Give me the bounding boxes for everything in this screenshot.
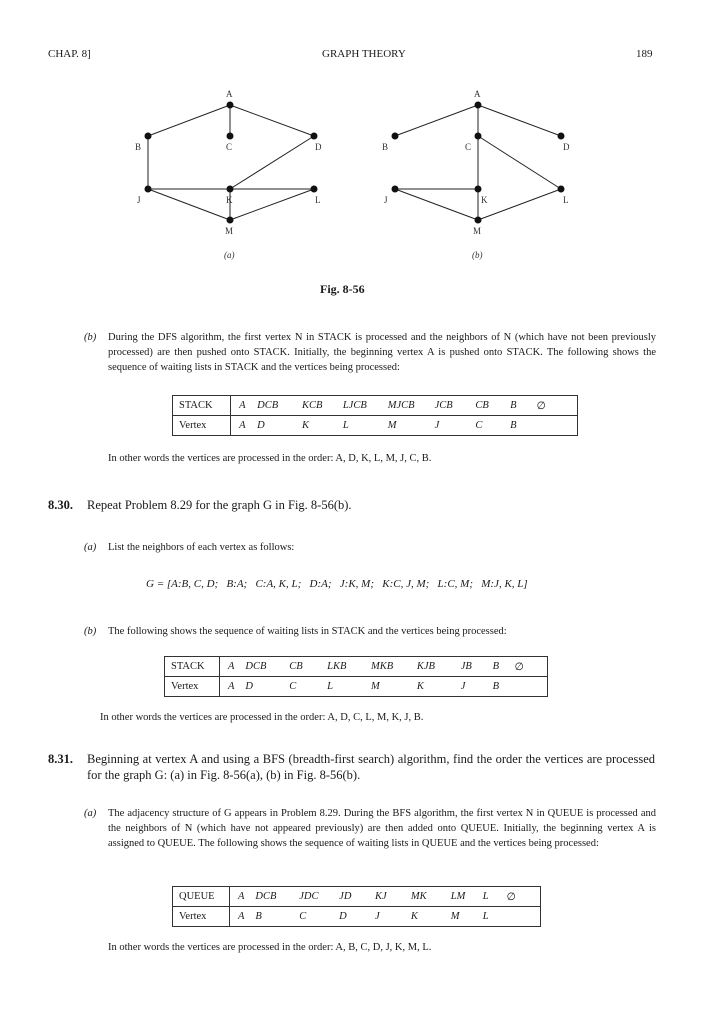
label-a-C: C [226,142,233,152]
p831-number: 8.31. [48,752,73,766]
neighbor-list-G: G = [A:B, C, D; B:A; C:A, K, L; D:A; J:K, M; K:C, J, M; L:C, M; M:J, K, L] [146,578,528,590]
table-cell: DCB [257,396,302,416]
table-cell: K [410,911,418,922]
label-b-K: K [481,195,488,205]
table-cell: CB [475,396,510,416]
table-cell: JD [339,887,375,907]
p830b-label: (b) [84,626,97,637]
vertex-b-K [475,186,482,193]
edge-b-JM [395,189,478,220]
label-b-A: A [474,89,481,99]
edge-b-AB [395,105,478,136]
running-head-title: GRAPH THEORY [322,48,406,60]
table-cell: LJCB [343,396,388,416]
vertex-b-B [392,133,399,140]
table-cell: D [245,681,253,692]
table-header-vertex: Vertex [173,416,231,436]
p831a-queue-table [172,886,541,927]
table-cell: MKB [371,657,417,677]
p830-summary: In other words the vertices are processed in the order: A, D, C, L, M, K, J, B. [100,712,424,723]
table-cell: B [492,681,500,692]
table-cell: A [227,681,235,692]
table-cell: DCB [245,657,289,677]
table-header-stack: STACK [165,657,220,677]
table-cell: A [239,420,246,431]
table-cell: DCB [255,887,299,907]
edge-a-AD [230,105,314,136]
p830b-text: The following shows the sequence of waiting lists in STACK and the vertices being processed: [108,626,507,637]
edge-a-LM [230,189,314,220]
table-cell: C [289,681,297,692]
label-a-D: D [315,142,322,152]
p830a-text: List the neighbors of each vertex as follows: [108,542,295,553]
running-head-chapter: CHAP. 8] [48,48,91,60]
table-cell: A [229,887,255,907]
vertex-a-M [227,217,234,224]
vertex-b-L [558,186,565,193]
figure-8-56 [0,0,703,300]
figure-caption: Fig. 8-56 [320,282,365,296]
table-cell: JCB [435,396,476,416]
vertex-a-D [311,133,318,140]
vertex-a-B [145,133,152,140]
table-cell: JDC [299,887,339,907]
table-header-vertex: Vertex [165,677,220,697]
p830b-stack-table [164,656,548,697]
vertex-a-J [145,186,152,193]
p829b-summary: In other words the vertices are processed in the order: A, D, K, L, M, J, C, B. [108,453,432,464]
label-a-J: J [137,195,141,205]
table-cell: L [327,681,333,692]
label-b-J: J [384,195,388,205]
table-cell: B [510,396,537,416]
table-cell-empty-set: ∅ [515,657,548,677]
p829b-text: During the DFS algorithm, the first vertex N in STACK is processed and the neighbors of N (which have not been previously processed) are then pushed onto STACK. Initially, the beginning vertex A is pushed onto STACK. The following shows the sequence of waiting lists in STACK and the vertices being processed: [108,332,656,373]
edge-a-JM [148,189,230,220]
vertex-a-L [311,186,318,193]
page-number: 189 [636,48,653,60]
table-cell: KCB [302,396,343,416]
label-b-D: D [563,142,570,152]
table-cell [515,677,548,697]
table-cell: A [237,911,245,922]
label-b-L: L [563,195,569,205]
table-cell: B [493,657,515,677]
vertex-a-C [227,133,234,140]
table-header-queue: QUEUE [173,887,230,907]
table-cell: MK [411,887,451,907]
label-a-B: B [135,142,142,152]
table-cell-empty-set: ∅ [507,887,541,907]
edge-a-AB [148,105,230,136]
label-b-M: M [473,226,482,236]
table-cell: KJB [417,657,461,677]
table-cell: M [371,681,380,692]
sublabel-b: (b) [472,250,483,260]
vertex-b-A [475,102,482,109]
vertex-a-K [227,186,234,193]
p831a-text: The adjacency structure of G appears in Problem 8.29. During the BFS algorithm, the first vertex N in QUEUE is processed and the neighbors of N (which have not appeared previously) are then added onto QUEUE. Initially, the beginning vertex A is assigned to QUEUE. The following shows the sequence of waiting lists in QUEUE and the vertices being processed: [108,808,656,849]
sublabel-a: (a) [224,250,235,260]
graph-a-vertices [145,102,318,224]
table-cell: LM [451,887,483,907]
vertex-b-D [558,133,565,140]
p830a-label: (a) [84,542,97,553]
vertex-b-M [475,217,482,224]
table-header-vertex: Vertex [173,907,230,927]
table-cell: MJCB [388,396,435,416]
vertex-b-J [392,186,399,193]
table-cell [507,907,541,927]
p829b-paragraph [84,330,656,375]
table-header-stack: STACK [173,396,231,416]
p829b-label: (b) [84,332,97,343]
table-cell: D [257,420,265,431]
p831-summary: In other words the vertices are processed in the order: A, B, C, D, J, K, M, L. [108,942,432,953]
table-cell: CB [289,657,327,677]
graph-b [395,105,561,220]
table-cell: B [255,911,262,922]
label-a-L: L [315,195,321,205]
vertex-b-C [475,133,482,140]
p831a-label: (a) [84,808,97,819]
table-cell: M [450,911,460,922]
table-cell: D [339,911,347,922]
p829b-stack-table [172,395,578,436]
table-cell: J [375,911,380,922]
table-cell: K [302,420,310,431]
table-cell: B [510,420,517,431]
table-cell: KJ [375,887,411,907]
table-cell: L [482,911,489,922]
table-cell: M [387,420,397,431]
edge-b-LM [478,189,561,220]
p831-text: Beginning at vertex A and using a BFS (breadth-first search) algorithm, find the order the vertices are processed for the graph G: (a) in Fig. 8-56(a), (b) in Fig. 8-56(b). [87,752,655,782]
table-cell: J [460,681,466,692]
p830-text: Repeat Problem 8.29 for the graph G in Fig. 8-56(b). [87,498,352,512]
table-cell [537,416,578,436]
table-cell: A [219,657,245,677]
table-cell: L [483,887,507,907]
label-a-K: K [226,195,233,205]
table-cell: A [231,396,258,416]
edge-a-DK [230,136,314,189]
table-cell: L [342,420,349,431]
edge-b-CL [478,136,561,189]
table-cell: K [416,681,424,692]
table-cell: C [475,420,483,431]
edge-b-AD [478,105,561,136]
label-b-C: C [465,142,472,152]
table-cell: JB [461,657,493,677]
vertex-a-A [227,102,234,109]
p830-number: 8.30. [48,498,73,512]
label-b-B: B [382,142,389,152]
table-cell: J [434,420,440,431]
table-cell: C [299,911,307,922]
label-a-M: M [225,226,234,236]
table-cell-empty-set: ∅ [537,396,578,416]
label-a-A: A [226,89,233,99]
table-cell: LKB [327,657,371,677]
